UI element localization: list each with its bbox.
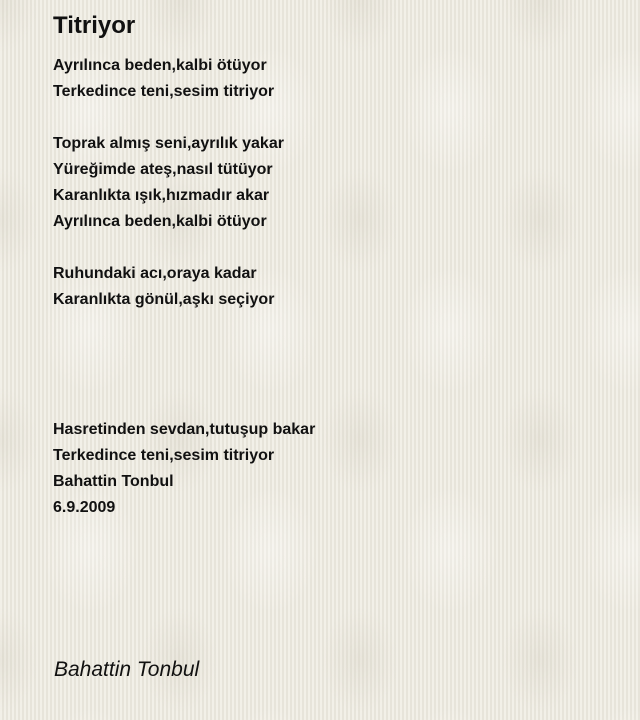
poem-body (53, 53, 613, 521)
poem-line: Ayrılınca beden,kalbi ötüyor (53, 57, 267, 74)
poem-line: Hasretinden sevdan,tutuşup bakar (53, 421, 316, 438)
poem-line-blank (53, 339, 613, 365)
poem-line: Karanlıkta gönül,aşkı seçiyor (53, 291, 275, 308)
poem-line: Ayrılınca beden,kalbi ötüyor (53, 213, 267, 230)
poem-line: Karanlıkta ışık,hızmadır akar (53, 187, 270, 204)
poem-line-blank (53, 105, 613, 131)
poem-line: Yüreğimde ateş,nasıl tütüyor (53, 161, 273, 178)
poem-date-line: 6.9.2009 (53, 499, 116, 516)
poem-line: Toprak almış seni,ayrılık yakar (53, 135, 284, 152)
poem-line-blank (53, 313, 613, 339)
poem-line: Terkedince teni,sesim titriyor (53, 83, 275, 100)
poem-author-line: Bahattin Tonbul (53, 473, 174, 490)
poem-line-blank (53, 365, 613, 391)
poem-line-blank (53, 391, 613, 417)
author-signature: Bahattin Tonbul (54, 658, 200, 681)
poem-line: Terkedince teni,sesim titriyor (53, 447, 275, 464)
poem-line: Ruhundaki acı,oraya kadar (53, 265, 257, 282)
poem-line-blank (53, 235, 613, 261)
poem-title: Titriyor (53, 12, 136, 39)
poem-container (53, 12, 613, 521)
